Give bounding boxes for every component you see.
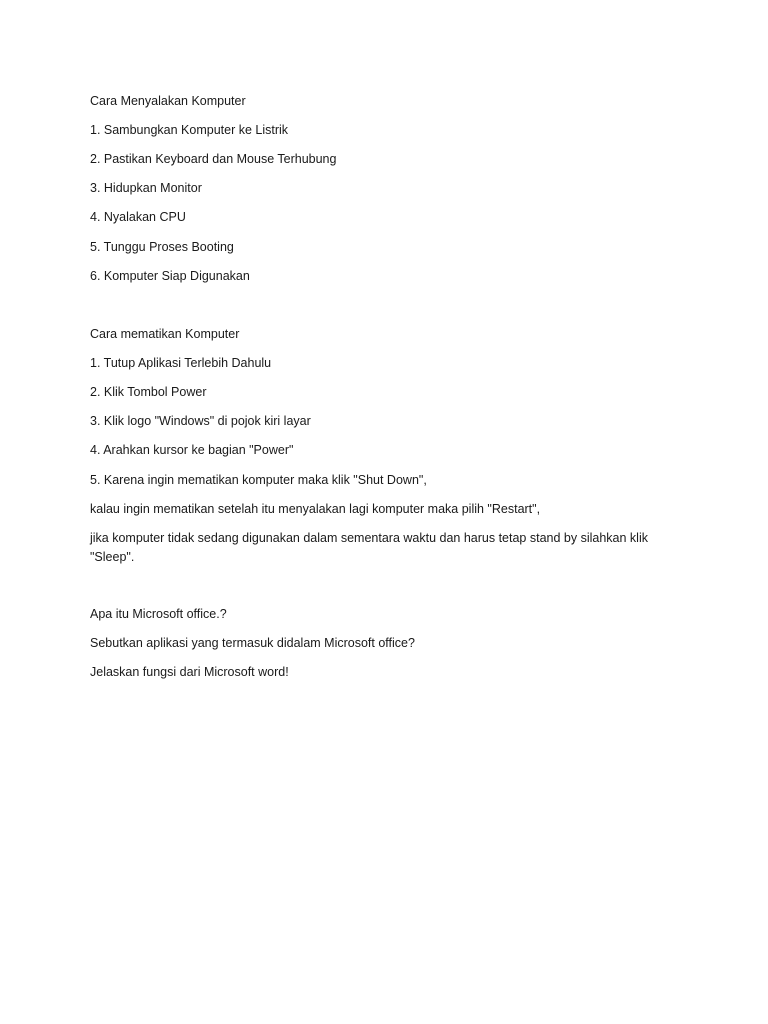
list-item: 3. Hidupkan Monitor [90, 181, 202, 195]
list-item: 2. Pastikan Keyboard dan Mouse Terhubung [90, 152, 337, 166]
list-item: 1. Sambungkan Komputer ke Listrik [90, 123, 289, 137]
section-title-mematikan: Cara mematikan Komputer [90, 327, 240, 341]
list-item: 4. Nyalakan CPU [90, 210, 186, 224]
question: Apa itu Microsoft office.? [90, 607, 227, 621]
list-item: 4. Arahkan kursor ke bagian "Power" [90, 443, 294, 457]
list-item: 3. Klik logo "Windows" di pojok kiri layar [90, 414, 311, 428]
list-item: 6. Komputer Siap Digunakan [90, 269, 250, 283]
list-item: 2. Klik Tombol Power [90, 385, 207, 399]
list-item: 1. Tutup Aplikasi Terlebih Dahulu [90, 356, 272, 370]
question: Sebutkan aplikasi yang termasuk didalam Microsoft office? [90, 636, 415, 650]
question: Jelaskan fungsi dari Microsoft word! [90, 665, 289, 679]
list-item: 5. Tunggu Proses Booting [90, 240, 234, 254]
note-paragraph: jika komputer tidak sedang digunakan dalam sementara waktu dan harus tetap stand by silahkan klik "Sleep". [90, 531, 648, 564]
note-paragraph: kalau ingin mematikan setelah itu menyalakan lagi komputer maka pilih "Restart", [90, 502, 541, 516]
list-item: 5. Karena ingin mematikan komputer maka klik "Shut Down", [90, 473, 427, 487]
section-title-menyalakan: Cara Menyalakan Komputer [90, 94, 246, 108]
